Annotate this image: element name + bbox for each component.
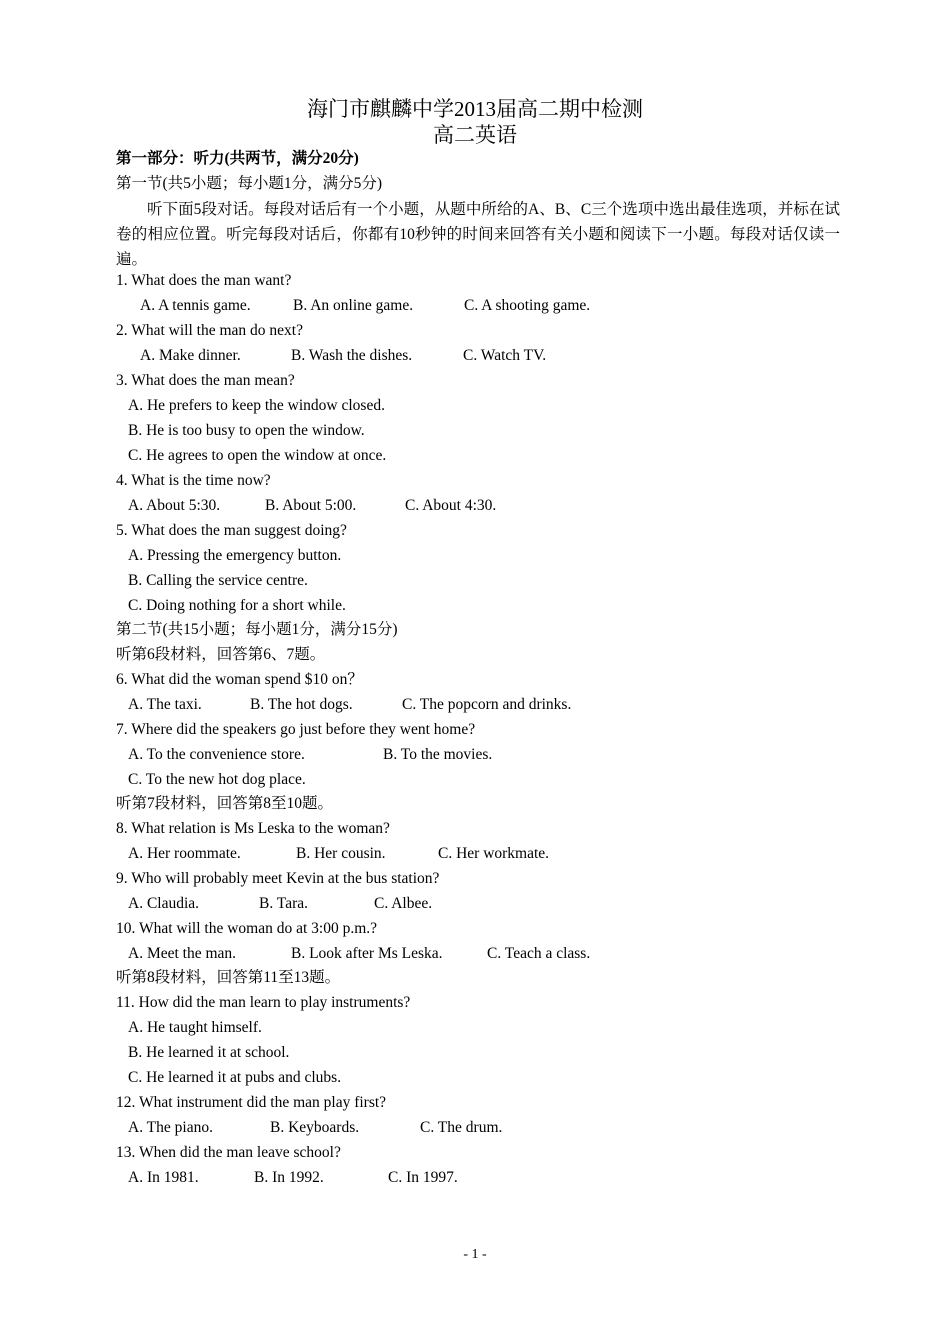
material-7-note: 听第7段材料，回答第8至10题。	[116, 795, 334, 812]
question-11: 11. How did the man learn to play instruments?	[116, 994, 411, 1011]
question-5: 5. What does the man suggest doing?	[116, 522, 347, 539]
option-c: C. Albee.	[374, 895, 433, 912]
option-c: C. Her workmate.	[438, 845, 550, 862]
option-c: C. In 1997.	[388, 1169, 458, 1186]
option-b: B. Tara.	[259, 895, 308, 912]
option-a: A. Pressing the emergency button.	[128, 547, 342, 564]
option-b: B. To the movies.	[383, 746, 493, 763]
option-b: B. He learned it at school.	[128, 1044, 290, 1061]
option-c: C. Watch TV.	[463, 347, 547, 364]
option-a: A. In 1981.	[128, 1169, 199, 1186]
page-number: - 1 -	[463, 1247, 487, 1262]
option-b: B. Keyboards.	[270, 1119, 360, 1136]
option-a: A. Make dinner.	[140, 347, 241, 364]
option-a: A. Meet the man.	[128, 945, 237, 962]
option-b: B. Wash the dishes.	[291, 347, 413, 364]
option-b: B. An online game.	[293, 297, 414, 314]
option-a: A. He prefers to keep the window closed.	[128, 397, 385, 414]
material-6-note: 听第6段材料，回答第6、7题。	[116, 646, 326, 663]
option-b: B. He is too busy to open the window.	[128, 422, 365, 439]
option-a: A. A tennis game.	[140, 297, 251, 314]
question-6: 6. What did the woman spend $10 on？	[116, 671, 363, 688]
question-8: 8. What relation is Ms Leska to the woman?	[116, 820, 390, 837]
part1-heading: 第一部分：听力(共两节，满分20分)	[116, 150, 359, 167]
option-a: A. Claudia.	[128, 895, 200, 912]
question-3: 3. What does the man mean?	[116, 372, 295, 389]
option-b: B. Her cousin.	[296, 845, 386, 862]
option-a: A. The piano.	[128, 1119, 213, 1136]
option-b: B. About 5:00.	[265, 497, 357, 514]
option-c: C. Doing nothing for a short while.	[128, 597, 346, 614]
question-1: 1. What does the man want?	[116, 272, 292, 289]
option-b: B. Calling the service centre.	[128, 572, 308, 589]
question-9: 9. Who will probably meet Kevin at the bus station?	[116, 870, 440, 887]
question-7: 7. Where did the speakers go just before they went home?	[116, 721, 476, 738]
question-13: 13. When did the man leave school?	[116, 1144, 341, 1161]
option-b: B. Look after Ms Leska.	[291, 945, 443, 962]
option-b: B. In 1992.	[254, 1169, 324, 1186]
question-10: 10. What will the woman do at 3:00 p.m.?	[116, 920, 378, 937]
option-c: C. He learned it at pubs and clubs.	[128, 1069, 342, 1086]
material-8-note: 听第8段材料，回答第11至13题。	[116, 969, 341, 986]
option-c: C. Teach a class.	[487, 945, 591, 962]
question-12: 12. What instrument did the man play first?	[116, 1094, 387, 1111]
section1-heading: 第一节(共5小题；每小题1分，满分5分)	[116, 175, 383, 192]
option-c: C. The drum.	[420, 1119, 503, 1136]
option-a: A. About 5:30.	[128, 497, 221, 514]
option-c: C. About 4:30.	[405, 497, 497, 514]
question-4: 4. What is the time now?	[116, 472, 271, 489]
option-c: C. The popcorn and drinks.	[402, 696, 572, 713]
exam-subtitle: 高二英语	[433, 123, 517, 147]
option-a: A. Her roommate.	[128, 845, 241, 862]
option-a: A. The taxi.	[128, 696, 202, 713]
section2-heading: 第二节(共15小题；每小题1分，满分15分)	[116, 621, 398, 638]
section1-instructions: 听下面5段对话。每段对话后有一个小题，从题中所给的A、B、C三个选项中选出最佳选项，并标在试卷的相应位置。听完每段对话后，你都有10秒钟的时间来回答有关小题和阅读下一小题。每段对话仅读一遍。	[116, 201, 840, 268]
option-a: A. He taught himself.	[128, 1019, 262, 1036]
option-c: C. He agrees to open the window at once.	[128, 447, 387, 464]
option-c: C. To the new hot dog place.	[128, 771, 306, 788]
exam-title: 海门市麒麟中学2013届高二期中检测	[307, 97, 643, 121]
question-2: 2. What will the man do next?	[116, 322, 303, 339]
option-c: C. A shooting game.	[464, 297, 591, 314]
option-a: A. To the convenience store.	[128, 746, 305, 763]
option-b: B. The hot dogs.	[250, 696, 353, 713]
